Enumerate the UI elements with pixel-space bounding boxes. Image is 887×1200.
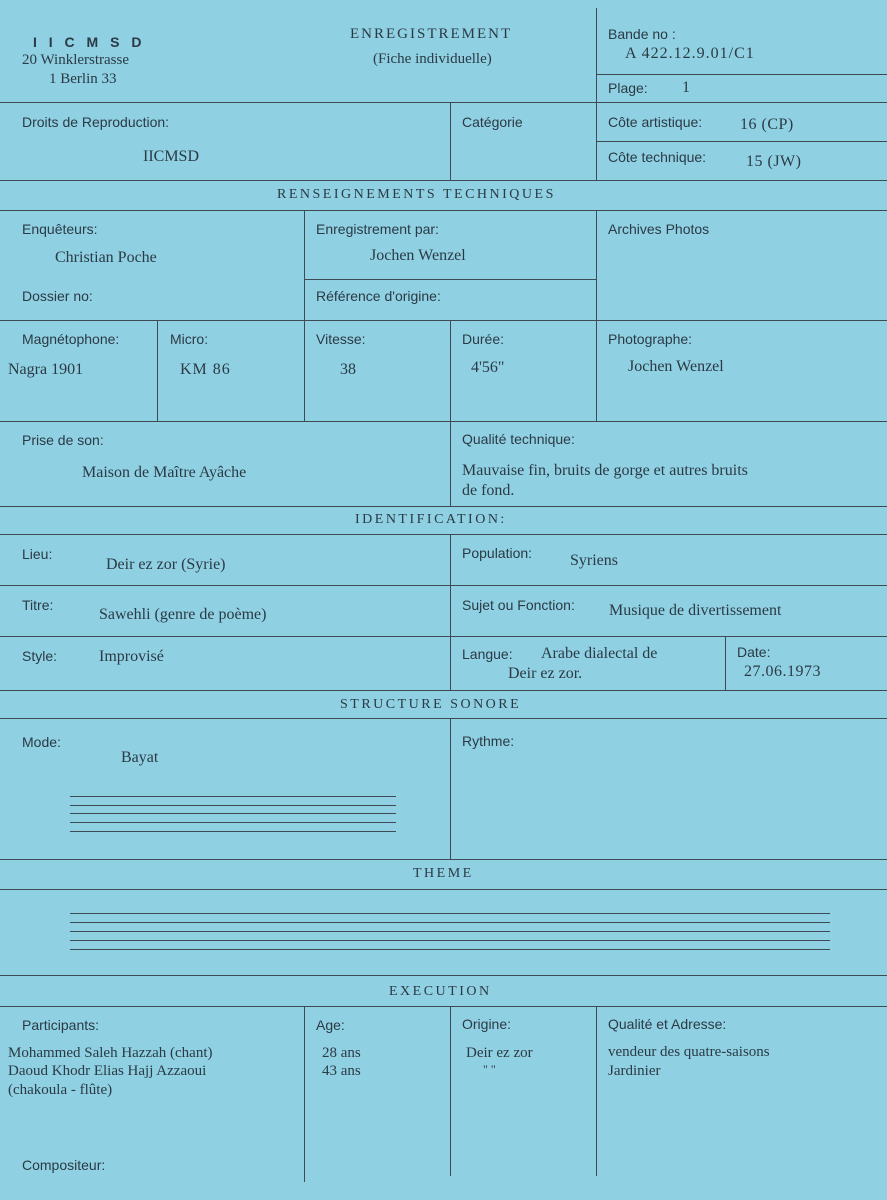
rule-v-date (725, 636, 726, 690)
rule-ident-title-bottom (0, 534, 887, 535)
participant-2-instrument: (chakoula - flûte) (8, 1082, 113, 1098)
rule-tech-title-top (0, 180, 887, 181)
theme-staff-line (70, 940, 830, 941)
titre-value: Sawehli (genre de poème) (99, 606, 267, 623)
rule-v-age (304, 1006, 305, 1182)
rule-structure-title-bottom (0, 718, 887, 719)
mode-staff-line (70, 831, 396, 832)
population-value: Syriens (570, 552, 618, 569)
enqueteurs-value: Christian Poche (55, 249, 157, 266)
rule-v-qualite (450, 421, 451, 506)
bande-value: A 422.12.9.01/C1 (625, 45, 755, 62)
cote-artistique-value: 16 (CP) (740, 116, 794, 133)
plage-label: Plage: (608, 80, 648, 96)
duree-value: 4'56" (471, 359, 505, 376)
reference-origine-label: Référence d'origine: (316, 288, 441, 304)
dossier-label: Dossier no: (22, 288, 93, 304)
section-title-execution: EXECUTION (389, 984, 492, 999)
rule-v-duree (450, 320, 451, 421)
rule-titre-bottom (0, 636, 887, 637)
rule-v-archives (596, 210, 597, 421)
org-address-line1: 20 Winklerstrasse (22, 52, 130, 68)
form-title: ENREGISTREMENT (350, 26, 513, 42)
age-2: 43 ans (322, 1063, 361, 1079)
section-title-theme: THEME (413, 866, 474, 881)
rule-style-bottom (0, 690, 887, 691)
rule-v-population (450, 534, 451, 690)
theme-staff-line (70, 931, 830, 932)
droits-label: Droits de Reproduction: (22, 114, 170, 130)
section-title-identification: IDENTIFICATION: (355, 512, 507, 527)
droits-value: IICMSD (143, 148, 200, 165)
sujet-label: Sujet ou Fonction: (462, 597, 575, 613)
photographe-value: Jochen Wenzel (628, 358, 724, 375)
rule-dossier-bottom (0, 320, 887, 321)
age-1: 28 ans (322, 1045, 361, 1061)
rule-lieu-bottom (0, 585, 887, 586)
vitesse-label: Vitesse: (316, 331, 366, 347)
titre-label: Titre: (22, 597, 54, 613)
mode-staff-line (70, 805, 396, 806)
mode-staff-line (70, 822, 396, 823)
duree-label: Durée: (462, 331, 505, 347)
rule-cote (597, 141, 887, 142)
magnetophone-value: Nagra 1901 (8, 361, 84, 378)
langue-line1: Arabe dialectal de (541, 645, 658, 662)
micro-value: KM 86 (180, 361, 231, 378)
rule-header-bottom (0, 102, 887, 103)
rule-tech-title-bottom (0, 210, 887, 211)
rule-theme-bottom (0, 975, 887, 976)
qualite-adresse-label: Qualité et Adresse: (608, 1016, 727, 1032)
vitesse-value: 38 (340, 361, 356, 378)
enqueteurs-label: Enquêteurs: (22, 221, 98, 237)
rule-v-micro (157, 320, 158, 421)
section-title-structure: STRUCTURE SONORE (340, 697, 522, 712)
mode-label: Mode: (22, 734, 61, 750)
prise-de-son-label: Prise de son: (22, 432, 104, 448)
qualite-technique-line2: de fond. (462, 482, 515, 499)
enregistrement-par-label: Enregistrement par: (316, 221, 439, 237)
participant-2: Daoud Khodr Elias Hajj Azzaoui (8, 1063, 207, 1079)
rule-v-enqueteurs (304, 210, 305, 421)
section-title-technique: RENSEIGNEMENTS TECHNIQUES (277, 187, 556, 202)
prise-de-son-value: Maison de Maître Ayâche (82, 464, 247, 481)
org-name: I I C M S D (33, 34, 146, 50)
style-label: Style: (22, 648, 58, 664)
org-address-line2: 1 Berlin 33 (49, 71, 117, 87)
origine-label: Origine: (462, 1016, 512, 1032)
rule-v-rythme (450, 718, 451, 859)
participant-1: Mohammed Saleh Hazzah (chant) (8, 1045, 213, 1061)
qualite-technique-label: Qualité technique: (462, 431, 575, 447)
lieu-label: Lieu: (22, 546, 53, 562)
langue-label: Langue: (462, 646, 513, 662)
style-value: Improvisé (99, 648, 164, 665)
magnetophone-label: Magnétophone: (22, 331, 120, 347)
photographe-label: Photographe: (608, 331, 693, 347)
cote-technique-value: 15 (JW) (746, 153, 802, 170)
bande-label: Bande no : (608, 26, 676, 42)
date-value: 27.06.1973 (744, 663, 821, 680)
date-label: Date: (737, 644, 771, 660)
rule-v-qualite-adresse (596, 1006, 597, 1176)
mode-staff-line (70, 796, 396, 797)
categorie-label: Catégorie (462, 114, 523, 130)
rule-enreg-ref (304, 279, 597, 280)
micro-label: Micro: (170, 331, 209, 347)
theme-staff-line (70, 949, 830, 950)
rule-theme-title-bottom (0, 889, 887, 890)
rule-mode-bottom (0, 859, 887, 860)
langue-line2: Deir ez zor. (508, 665, 583, 682)
sujet-value: Musique de divertissement (609, 602, 782, 619)
population-label: Population: (462, 545, 533, 561)
compositeur-label: Compositeur: (22, 1157, 106, 1173)
origine-1: Deir ez zor (466, 1045, 533, 1061)
rule-exec-title-bottom (0, 1006, 887, 1007)
origine-2: " " (483, 1062, 496, 1076)
theme-staff-line (70, 922, 830, 923)
rule-v-origine (450, 1006, 451, 1176)
plage-value: 1 (682, 79, 690, 96)
rule-prise-bottom (0, 506, 887, 507)
cote-artistique-label: Côte artistique: (608, 114, 703, 130)
qualite-2: Jardinier (608, 1063, 661, 1079)
mode-value: Bayat (121, 749, 159, 766)
cote-technique-label: Côte technique: (608, 149, 707, 165)
enregistrement-par-value: Jochen Wenzel (370, 247, 466, 264)
mode-staff-line (70, 813, 396, 814)
rule-v-header-right (596, 8, 597, 180)
form-subtitle: (Fiche individuelle) (373, 51, 492, 67)
rule-v-categorie (450, 102, 451, 180)
participants-label: Participants: (22, 1017, 100, 1033)
rule-magneto-bottom (0, 421, 887, 422)
theme-staff-line (70, 913, 830, 914)
age-label: Age: (316, 1017, 345, 1033)
qualite-technique-line1: Mauvaise fin, bruits de gorge et autres bruits (462, 462, 748, 479)
archives-photos-label: Archives Photos (608, 221, 710, 237)
rythme-label: Rythme: (462, 733, 515, 749)
qualite-1: vendeur des quatre-saisons (608, 1044, 770, 1060)
lieu-value: Deir ez zor (Syrie) (106, 556, 226, 573)
rule-bande-plage (597, 74, 887, 75)
